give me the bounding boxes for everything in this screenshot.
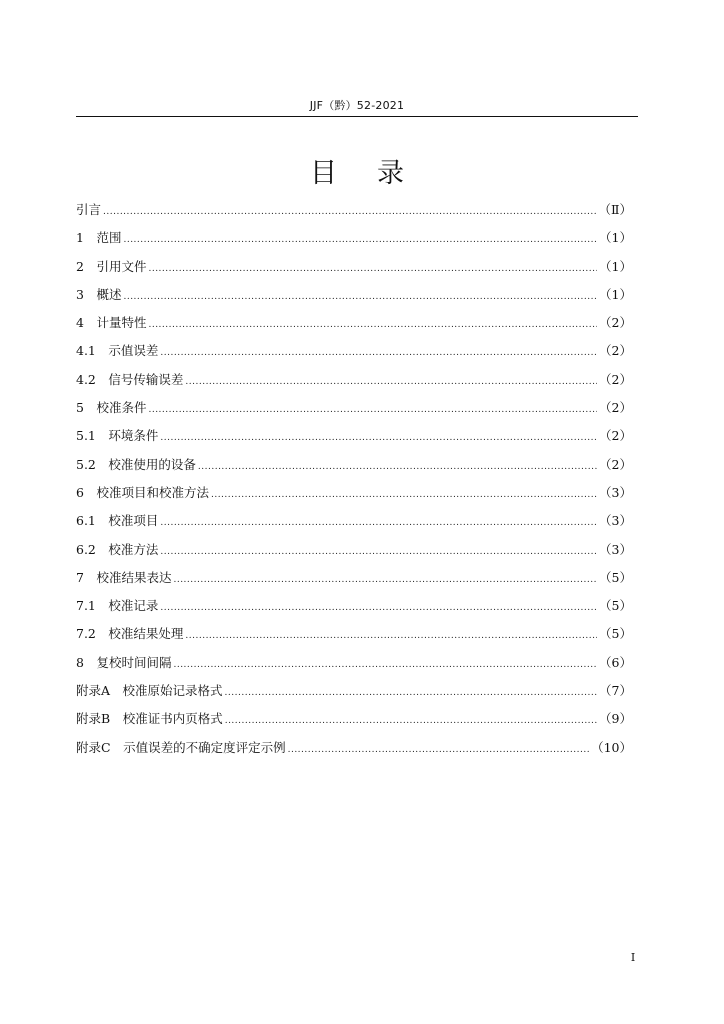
toc-entry-label: 校准使用的设备 [108,456,196,472]
toc-entry-page: （3） [599,541,632,557]
toc-entry-8[interactable] [76,649,632,677]
toc-entry-label: 校准项目和校准方法 [96,484,209,500]
toc-entry-number: 1 [76,230,97,246]
toc-leader-dots [160,538,597,566]
toc-entry-number: 6.2 [76,541,109,557]
toc-entry-page: （2） [599,428,632,444]
toc-entry-label: 校准记录 [108,598,159,614]
toc-entry-number: 附录B [76,711,123,727]
toc-entry-label: 范围 [96,230,122,246]
toc-entry-label: 环境条件 [108,428,159,444]
toc-leader-dots [211,481,597,509]
header-rule [76,116,638,117]
toc-entry-label: 引言 [76,202,102,217]
toc-entry-6[interactable] [76,479,632,507]
toc-entry-label: 示值误差 [108,343,159,359]
toc-entry-5-1[interactable] [76,422,632,450]
toc-entry-page: （9） [599,711,632,727]
toc-leader-dots [173,651,597,679]
toc-entry-1[interactable] [76,224,632,252]
toc-entry-page: （10） [591,739,632,755]
toc-entry-page: （5） [599,569,632,585]
toc-entry-number: 2 [76,258,97,274]
running-header: JJF（黔）52-2021 [309,99,405,112]
toc-leader-dots [225,707,597,735]
toc-entry-number: 5 [76,400,97,416]
toc-entry-number: 5.1 [76,428,109,444]
toc-leader-dots [148,396,597,424]
toc-entry-appendix-a[interactable] [76,677,632,705]
toc-entry-4-1[interactable] [76,337,632,365]
toc-entry-5[interactable] [76,394,632,422]
toc-entry-page: （6） [599,654,632,670]
toc-entry-page: （1） [599,230,632,246]
toc-leader-dots [185,368,597,396]
toc-leader-dots [160,509,597,537]
toc-entry-label: 校准原始记录格式 [122,683,223,699]
toc-leader-dots [148,311,597,339]
toc-entry-appendix-c[interactable] [76,734,632,762]
toc-entry-label: 计量特性 [96,315,147,331]
toc-list [76,196,632,762]
toc-leader-dots [148,255,597,283]
toc-entry-intro[interactable] [76,196,632,224]
toc-entry-page: （5） [599,626,632,642]
toc-entry-page: （2） [599,371,632,387]
toc-entry-number: 4 [76,315,97,331]
toc-leader-dots [123,283,597,311]
toc-leader-dots [173,566,597,594]
toc-entry-label: 校准方法 [108,541,159,557]
toc-entry-4-2[interactable] [76,366,632,394]
toc-entry-label: 校准证书内页格式 [122,711,223,727]
toc-entry-number: 8 [76,654,97,670]
toc-entry-7[interactable] [76,564,632,592]
toc-entry-7-2[interactable] [76,620,632,648]
toc-title [76,154,638,194]
toc-entry-number: 附录A [76,683,123,699]
toc-entry-label: 校准项目 [108,513,159,529]
toc-entry-number: 6.1 [76,513,109,529]
toc-entry-4[interactable] [76,309,632,337]
toc-entry-page: （2） [599,400,632,416]
toc-leader-dots [123,226,597,254]
toc-leader-dots [198,453,597,481]
toc-entry-3[interactable] [76,281,632,309]
toc-entry-label: 校准结果处理 [108,626,184,642]
toc-leader-dots [160,339,597,367]
toc-entry-label: 概述 [96,286,122,302]
page-number: I [630,951,636,964]
toc-entry-number: 5.2 [76,456,109,472]
toc-entry-number: 7.2 [76,626,109,642]
toc-entry-page: （2） [599,315,632,331]
toc-entry-page: （1） [599,258,632,274]
toc-entry-number: 4.2 [76,371,109,387]
toc-entry-label: 引用文件 [96,258,147,274]
toc-entry-page: （1） [599,286,632,302]
toc-entry-2[interactable] [76,253,632,281]
toc-title-char-1: 目 [310,158,337,189]
toc-leader-dots [103,198,596,226]
toc-title-char-2: 录 [377,158,404,189]
toc-entry-label: 校准结果表达 [96,569,172,585]
toc-entry-page: （Ⅱ） [598,202,632,217]
toc-entry-number: 3 [76,286,97,302]
toc-leader-dots [288,736,590,764]
toc-leader-dots [160,424,597,452]
toc-entry-7-1[interactable] [76,592,632,620]
toc-entry-label: 校准条件 [96,400,147,416]
toc-entry-6-2[interactable] [76,536,632,564]
toc-entry-page: （3） [599,513,632,529]
toc-entry-6-1[interactable] [76,507,632,535]
toc-leader-dots [160,594,597,622]
toc-entry-label: 示值误差的不确定度评定示例 [123,739,286,755]
toc-entry-number: 附录C [76,739,124,755]
toc-entry-number: 7 [76,569,97,585]
toc-entry-appendix-b[interactable] [76,705,632,733]
toc-entry-label: 信号传输误差 [108,371,184,387]
toc-entry-number: 4.1 [76,343,109,359]
toc-entry-page: （7） [599,683,632,699]
toc-entry-page: （3） [599,484,632,500]
toc-leader-dots [185,622,597,650]
toc-entry-number: 7.1 [76,598,109,614]
toc-entry-number: 6 [76,484,97,500]
toc-leader-dots [225,679,598,707]
toc-entry-page: （2） [599,456,632,472]
toc-entry-label: 复校时间间隔 [96,654,172,670]
toc-entry-page: （2） [599,343,632,359]
toc-entry-page: （5） [599,598,632,614]
toc-entry-5-2[interactable] [76,451,632,479]
